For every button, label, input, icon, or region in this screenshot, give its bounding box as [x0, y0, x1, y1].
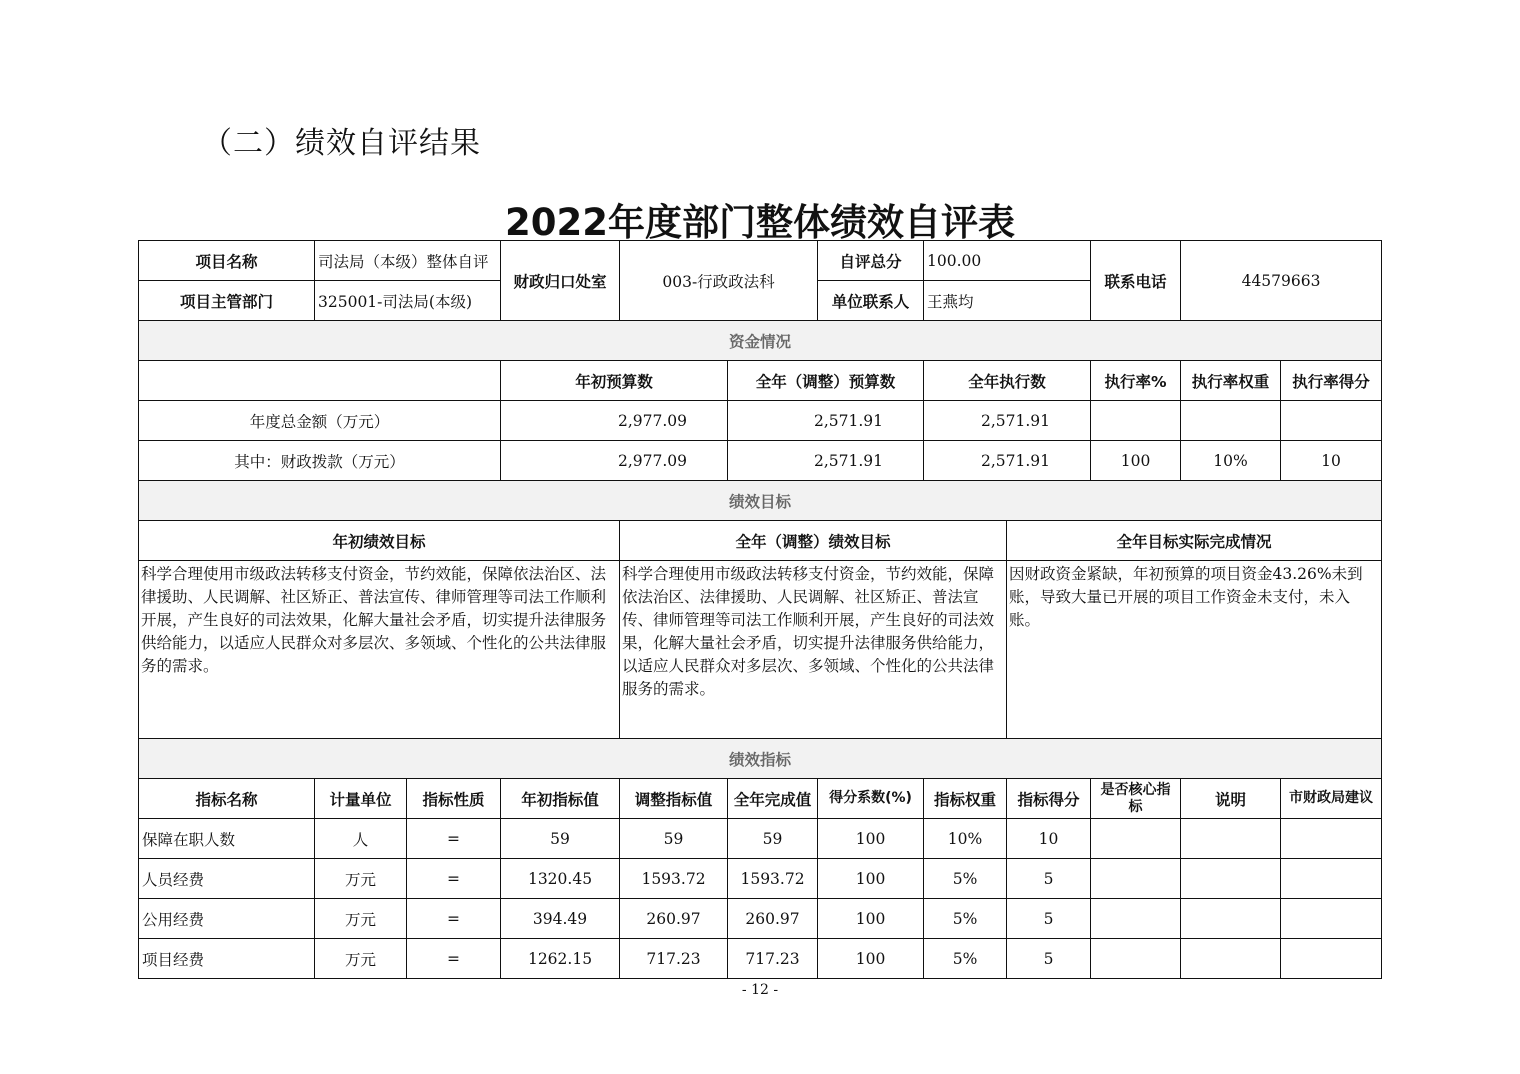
goals-header-row: [139, 521, 1382, 561]
ind-initial: 1320.45: [501, 859, 620, 899]
ind-core: [1091, 819, 1181, 859]
info-row-1: [139, 241, 1382, 281]
ind-coef: 100: [818, 859, 924, 899]
page-title: 2022年度部门整体绩效自评表: [505, 201, 1015, 244]
ind-note: [1181, 899, 1281, 939]
goal-initial-text: 科学合理使用市级政法转移支付资金，节约效能，保障依法治区、法律援助、人民调解、社区矫正、普法宣传、律师管理等司法工作顺利开展，产生良好的司法效果，化解大量社会矛盾，切实提升法律服务供给能力，以适应人民群众对多层次、多领域、个性化的公共法律服务的需求。: [139, 561, 620, 739]
ind-header-core: 是否核心指标: [1091, 779, 1181, 819]
goal-adjusted-text: 科学合理使用市级政法转移支付资金，节约效能，保障依法治区、法律援助、人民调解、社区矫正、普法宣传、律师管理等司法工作顺利开展，产生良好的司法效果，化解大量社会矛盾，切实提升法律服务供给能力，以适应人民群众对多层次、多领域、个性化的公共法律服务的需求。: [620, 561, 1007, 739]
ind-nature: =: [407, 859, 501, 899]
funds-row-adjusted: 2,571.91: [728, 401, 924, 441]
ind-header-note: 说明: [1181, 779, 1281, 819]
ind-coef: 100: [818, 819, 924, 859]
ind-note: [1181, 819, 1281, 859]
ind-completed: 260.97: [728, 899, 818, 939]
goals-text-row: [139, 561, 1382, 739]
table-row: [139, 939, 1382, 979]
ind-score: 10: [1007, 819, 1091, 859]
self-score-value: 100.00: [924, 241, 1091, 281]
ind-header-suggestion: 市财政局建议: [1281, 779, 1382, 819]
funds-row-score: [1281, 401, 1382, 441]
funds-header-score: 执行率得分: [1281, 361, 1382, 401]
ind-coef: 100: [818, 939, 924, 979]
ind-suggestion: [1281, 859, 1382, 899]
ind-name: 人员经费: [139, 859, 315, 899]
ind-note: [1181, 939, 1281, 979]
ind-nature: =: [407, 899, 501, 939]
phone-label: 联系电话: [1091, 241, 1181, 321]
ind-note: [1181, 859, 1281, 899]
funds-row-label: 其中：财政拨款（万元）: [139, 441, 501, 481]
funds-row-rate: [1091, 401, 1181, 441]
supervisor-label: 项目主管部门: [139, 281, 315, 321]
ind-suggestion: [1281, 939, 1382, 979]
ind-name: 公用经费: [139, 899, 315, 939]
indicators-header-row: [139, 779, 1382, 819]
ind-suggestion: [1281, 819, 1382, 859]
ind-unit: 万元: [315, 939, 407, 979]
ind-score: 5: [1007, 899, 1091, 939]
finance-dept-label: 财政归口处室: [501, 241, 620, 321]
ind-weight: 5%: [924, 899, 1007, 939]
funds-header-adjusted: 全年（调整）预算数: [728, 361, 924, 401]
goals-header-adjusted: 全年（调整）绩效目标: [620, 521, 1007, 561]
ind-core: [1091, 859, 1181, 899]
ind-header-unit: 计量单位: [315, 779, 407, 819]
ind-adjusted: 717.23: [620, 939, 728, 979]
funds-row-weight: [1181, 401, 1281, 441]
funds-row-executed: 2,571.91: [924, 401, 1091, 441]
table-row: [139, 899, 1382, 939]
ind-initial: 394.49: [501, 899, 620, 939]
funds-section-title: 资金情况: [139, 321, 1382, 361]
project-name-label: 项目名称: [139, 241, 315, 281]
ind-weight: 5%: [924, 939, 1007, 979]
funds-row-adjusted: 2,571.91: [728, 441, 924, 481]
funds-header-blank: [139, 361, 501, 401]
funds-row-initial: 2,977.09: [501, 401, 728, 441]
ind-completed: 717.23: [728, 939, 818, 979]
ind-name: 项目经费: [139, 939, 315, 979]
funds-row-rate: 100: [1091, 441, 1181, 481]
ind-nature: =: [407, 819, 501, 859]
project-name-value: 司法局（本级）整体自评: [315, 241, 501, 281]
goal-actual-text: 因财政资金紧缺，年初预算的项目资金43.26%未到账，导致大量已开展的项目工作资金未支付，未入账。: [1007, 561, 1382, 739]
ind-weight: 5%: [924, 859, 1007, 899]
ind-unit: 人: [315, 819, 407, 859]
table-row: [139, 401, 1382, 441]
contact-label: 单位联系人: [818, 281, 924, 321]
table-row: [139, 441, 1382, 481]
ind-completed: 1593.72: [728, 859, 818, 899]
goals-header-actual: 全年目标实际完成情况: [1007, 521, 1382, 561]
contact-value: 王燕均: [924, 281, 1091, 321]
ind-score: 5: [1007, 859, 1091, 899]
funds-header-rate: 执行率%: [1091, 361, 1181, 401]
ind-header-name: 指标名称: [139, 779, 315, 819]
ind-unit: 万元: [315, 899, 407, 939]
ind-completed: 59: [728, 819, 818, 859]
ind-core: [1091, 899, 1181, 939]
finance-dept-value: 003-行政政法科: [620, 241, 818, 321]
ind-coef: 100: [818, 899, 924, 939]
section-heading: （二）绩效自评结果: [202, 126, 481, 161]
self-score-label: 自评总分: [818, 241, 924, 281]
ind-unit: 万元: [315, 859, 407, 899]
ind-header-score: 指标得分: [1007, 779, 1091, 819]
ind-header-adjusted: 调整指标值: [620, 779, 728, 819]
evaluation-table: [138, 240, 1382, 979]
ind-initial: 59: [501, 819, 620, 859]
funds-header-weight: 执行率权重: [1181, 361, 1281, 401]
ind-nature: =: [407, 939, 501, 979]
table-row: [139, 859, 1382, 899]
goals-header-initial: 年初绩效目标: [139, 521, 620, 561]
indicators-section-title: 绩效指标: [139, 739, 1382, 779]
ind-score: 5: [1007, 939, 1091, 979]
ind-adjusted: 1593.72: [620, 859, 728, 899]
phone-value: 44579663: [1181, 241, 1382, 321]
funds-header-row: [139, 361, 1382, 401]
ind-initial: 1262.15: [501, 939, 620, 979]
ind-header-completed: 全年完成值: [728, 779, 818, 819]
page-number: - 12 -: [741, 982, 779, 998]
ind-header-coef: 得分系数(%): [818, 779, 924, 819]
ind-core: [1091, 939, 1181, 979]
funds-row-initial: 2,977.09: [501, 441, 728, 481]
funds-row-score: 10: [1281, 441, 1382, 481]
ind-header-nature: 指标性质: [407, 779, 501, 819]
ind-adjusted: 59: [620, 819, 728, 859]
funds-row-executed: 2,571.91: [924, 441, 1091, 481]
funds-row-label: 年度总金额（万元）: [139, 401, 501, 441]
funds-header-executed: 全年执行数: [924, 361, 1091, 401]
ind-header-initial: 年初指标值: [501, 779, 620, 819]
funds-row-weight: 10%: [1181, 441, 1281, 481]
ind-adjusted: 260.97: [620, 899, 728, 939]
ind-header-weight: 指标权重: [924, 779, 1007, 819]
ind-weight: 10%: [924, 819, 1007, 859]
goals-section-title: 绩效目标: [139, 481, 1382, 521]
ind-name: 保障在职人数: [139, 819, 315, 859]
supervisor-value: 325001-司法局(本级): [315, 281, 501, 321]
table-row: [139, 819, 1382, 859]
ind-suggestion: [1281, 899, 1382, 939]
funds-header-initial: 年初预算数: [501, 361, 728, 401]
